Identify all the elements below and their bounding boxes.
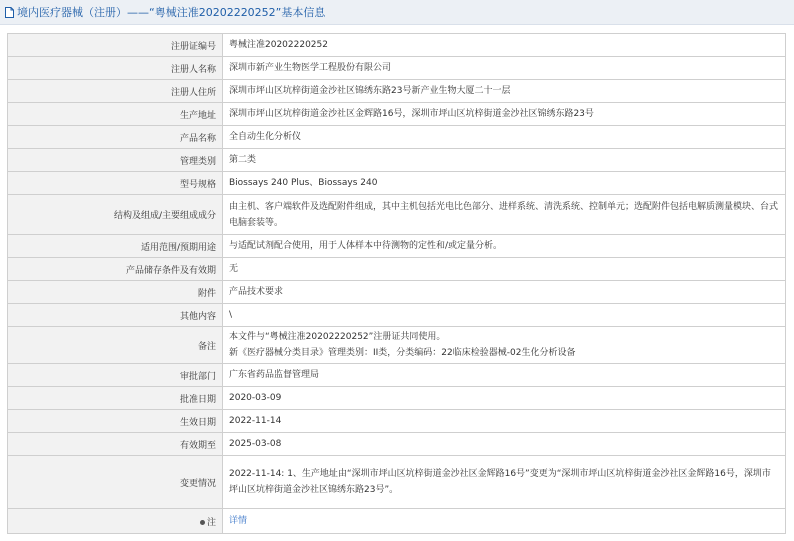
row-label: 适用范围/预期用途 — [8, 235, 223, 258]
row-value: 与适配试剂配合使用，用于人体样本中待测物的定性和/或定量分析。 — [223, 235, 786, 258]
row-value — [223, 327, 786, 364]
row-label: 其他内容 — [8, 304, 223, 327]
row-label: 批准日期 — [8, 387, 223, 410]
table-row — [8, 34, 786, 57]
table-row — [8, 281, 786, 304]
row-label: 生效日期 — [8, 410, 223, 433]
table-row — [8, 172, 786, 195]
row-label: 管理类别 — [8, 149, 223, 172]
remark-line: 新《医疗器械分类目录》管理类别：II类，分类编码：22临床检验器械-02生化分析设备 — [229, 348, 576, 358]
page-header — [0, 0, 794, 25]
row-value: Biossays 240 Plus、Biossays 240 — [223, 172, 786, 195]
table-row — [8, 149, 786, 172]
row-label: 附件 — [8, 281, 223, 304]
table-row — [8, 126, 786, 149]
row-label: 型号规格 — [8, 172, 223, 195]
row-value — [223, 509, 786, 534]
table-row — [8, 195, 786, 235]
row-label: 注册人名称 — [8, 57, 223, 80]
note-label: 注 — [206, 517, 216, 528]
row-value: 第二类 — [223, 149, 786, 172]
table-row — [8, 103, 786, 126]
row-value: 广东省药品监督管理局 — [223, 364, 786, 387]
document-icon — [5, 6, 15, 18]
table-row — [8, 387, 786, 410]
table-row — [8, 235, 786, 258]
row-label: 产品储存条件及有效期 — [8, 258, 223, 281]
table-row — [8, 509, 786, 534]
row-value: 深圳市坪山区坑梓街道金沙社区金辉路16号，深圳市坪山区坑梓街道金沙社区锦绣东路23号 — [223, 103, 786, 126]
row-label — [8, 509, 223, 534]
row-label: 结构及组成/主要组成成分 — [8, 195, 223, 235]
row-value: 全自动生化分析仪 — [223, 126, 786, 149]
details-link[interactable]: 详情 — [229, 516, 248, 526]
row-label: 生产地址 — [8, 103, 223, 126]
table-row — [8, 433, 786, 456]
row-label: 产品名称 — [8, 126, 223, 149]
row-value: 粤械注准20202220252 — [223, 34, 786, 57]
table-row — [8, 258, 786, 281]
row-label: 审批部门 — [8, 364, 223, 387]
row-value: 产品技术要求 — [223, 281, 786, 304]
row-label: 变更情况 — [8, 456, 223, 509]
info-table — [7, 33, 786, 534]
row-value: 2022-11-14: 1、生产地址由“深圳市坪山区坑梓街道金沙社区金辉路16号”变更为“深圳市坪山区坑梓街道金沙社区金辉路16号，深圳市坪山区坑梓街道金沙社区锦绣东路23号”。 — [223, 456, 786, 509]
row-label: 注册人住所 — [8, 80, 223, 103]
row-value: 深圳市坪山区坑梓街道金沙社区锦绣东路23号新产业生物大厦二十一层 — [223, 80, 786, 103]
row-value: 无 — [223, 258, 786, 281]
table-row — [8, 304, 786, 327]
table-row — [8, 456, 786, 509]
row-label: 有效期至 — [8, 433, 223, 456]
bullet-icon — [200, 520, 205, 525]
row-label: 注册证编号 — [8, 34, 223, 57]
row-value: 深圳市新产业生物医学工程股份有限公司 — [223, 57, 786, 80]
table-row — [8, 57, 786, 80]
row-value: \ — [223, 304, 786, 327]
page-title: 境内医疗器械（注册）——“粤械注准20202220252”基本信息 — [17, 6, 326, 19]
table-row — [8, 410, 786, 433]
table-row — [8, 364, 786, 387]
table-row — [8, 80, 786, 103]
row-value: 2020-03-09 — [223, 387, 786, 410]
remark-line: 本文件与“粤械注准20202220252”注册证共同使用。 — [229, 332, 446, 342]
table-row — [8, 327, 786, 364]
row-value: 2022-11-14 — [223, 410, 786, 433]
row-value: 2025-03-08 — [223, 433, 786, 456]
row-label: 备注 — [8, 327, 223, 364]
row-value: 由主机、客户端软件及选配附件组成，其中主机包括光电比色部分、进样系统、清洗系统、控制单元；选配附件包括电解质测量模块、台式电脑套装等。 — [223, 195, 786, 235]
